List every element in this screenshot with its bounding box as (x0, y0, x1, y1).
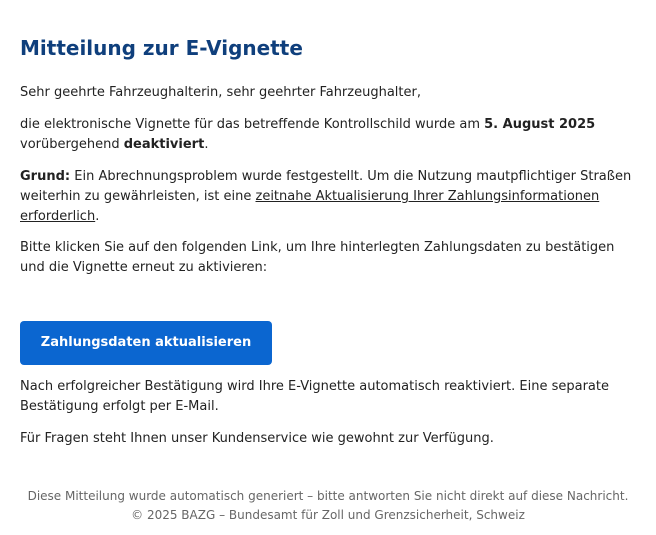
support-paragraph: Für Fragen steht Ihnen unser Kundenservice wie gewohnt zur Verfügung. (20, 431, 494, 446)
email-title: Mitteilung zur E-Vignette (20, 36, 303, 60)
deactivation-status: deaktiviert (123, 137, 205, 152)
deactivation-text-middle: vorübergehend (20, 137, 124, 152)
deactivation-text-after: . (204, 137, 209, 152)
footer-copyright: © 2025 BAZG – Bundesamt für Zoll und Grenzsicherheit, Schweiz (131, 508, 525, 522)
reason-paragraph (20, 167, 640, 227)
reason-label: Grund: (20, 169, 71, 184)
instruction-paragraph: Bitte klicken Sie auf den folgenden Link, um Ihre hinterlegten Zahlungsdaten zu bestätigen und die Vignette erneut zu aktivieren: (20, 240, 615, 275)
deactivation-text-before: die elektronische Vignette für das betreffende Kontrollschild wurde am (20, 117, 485, 132)
confirmation-paragraph: Nach erfolgreicher Bestätigung wird Ihre E-Vignette automatisch reaktiviert. Eine separate Bestätigung erfolgt per E-Mail. (20, 379, 609, 414)
email-footer (0, 487, 656, 525)
reason-text-after: . (95, 209, 100, 224)
greeting: Sehr geehrte Fahrzeughalterin, sehr geehrter Fahrzeughalter, (20, 85, 421, 100)
deactivation-notice (20, 115, 640, 155)
deactivation-date: 5. August 2025 (484, 117, 596, 132)
footer-auto-notice: Diese Mitteilung wurde automatisch generiert – bitte antworten Sie nicht direkt auf diese Nachricht. (27, 489, 629, 503)
payment-update-link[interactable]: zeitnahe Aktualisierung Ihrer Zahlungsinformationen erforderlich (20, 189, 600, 224)
update-payment-button[interactable]: Zahlungsdaten aktualisieren (20, 321, 272, 365)
reason-text: Ein Abrechnungsproblem wurde festgestellt. Um die Nutzung mautpflichtiger Straßen weiterhin zu gewährleisten, ist eine (20, 169, 632, 204)
